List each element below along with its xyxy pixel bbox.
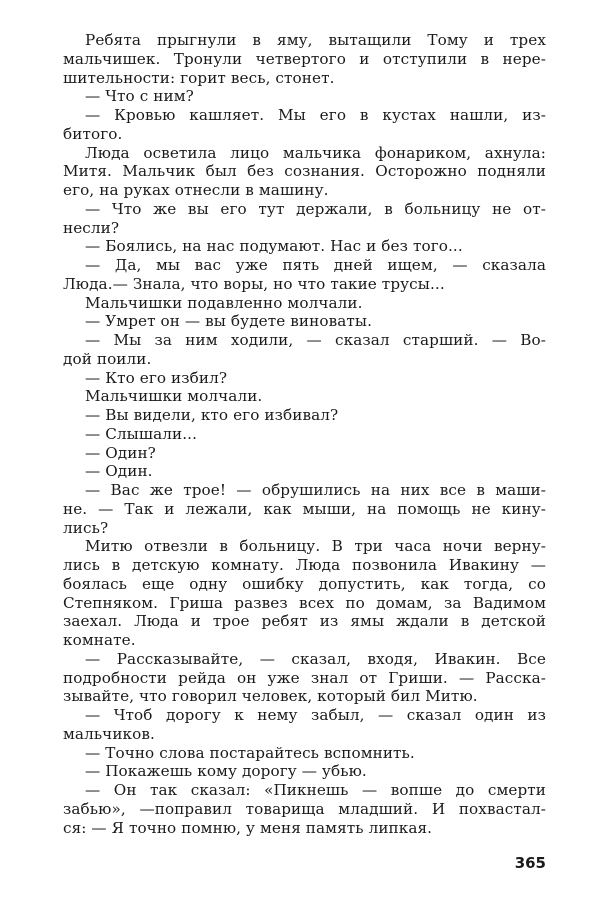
- text-line: не. — Так и лежали, как мыши, на помощь не кину-: [63, 499, 546, 518]
- text-line: — Кровью кашляет. Мы его в кустах нашли, из-: [85, 106, 546, 124]
- text-line: Мальчишки молчали.: [85, 387, 263, 406]
- text-line: — Один?: [85, 443, 156, 462]
- text-line: лись в детскую комнату. Люда позвонила Ивакину —: [63, 556, 546, 574]
- paragraph: [63, 294, 546, 313]
- paragraph: [63, 144, 546, 200]
- text-line: Митя. Мальчик был без сознания. Осторожно подняли: [63, 162, 546, 181]
- paragraph: [63, 781, 546, 837]
- text-line: мальчишек. Тронули четвертого и отступили в нере-: [63, 49, 546, 68]
- book-page-text: [63, 31, 546, 837]
- paragraph: [63, 106, 546, 144]
- page-number: 365: [514, 854, 546, 872]
- text-line: ся: — Я точно помню, у меня память липкая.: [63, 818, 433, 837]
- paragraph: [63, 331, 546, 369]
- text-line: — Что с ним?: [85, 87, 194, 106]
- text-line: забью», —поправил товарища младший. И похвастал-: [63, 799, 546, 818]
- paragraph: [63, 462, 546, 481]
- text-line: — Один.: [85, 462, 153, 481]
- text-line: — Покажешь кому дорогу — убью.: [85, 762, 367, 781]
- paragraph: [63, 481, 546, 537]
- text-line: подробности рейда он уже знал от Гриши. — Расска-: [63, 668, 546, 687]
- paragraph: [63, 200, 546, 238]
- paragraph: [63, 744, 546, 763]
- paragraph: [63, 406, 546, 425]
- paragraph: [63, 650, 546, 706]
- text-line: — Чтоб дорогу к нему забыл, — сказал один из: [85, 706, 546, 724]
- text-line: — Рассказывайте, — сказал, входя, Ивакин. Все: [85, 649, 546, 668]
- text-line: Мальчишки подавленно молчали.: [85, 293, 363, 312]
- text-line: Люда осветила лицо мальчика фонариком, ахнула:: [85, 143, 546, 162]
- text-line: — Точно слова постарайтесь вспомнить.: [85, 743, 415, 762]
- text-line: — Вы видели, кто его избивал?: [85, 406, 339, 424]
- text-line: мальчиков.: [63, 724, 155, 743]
- text-line: Люда.— Знала, что воры, но что такие трусы...: [63, 274, 445, 293]
- text-line: Степняком. Гриша развез всех по домам, за Вадимом: [63, 593, 546, 612]
- text-line: — Что же вы его тут держали, в больницу не от-: [85, 199, 546, 218]
- text-line: его, на руках отнесли в машину.: [63, 181, 329, 199]
- text-line: боялась еще одну ошибку допустить, как тогда, со: [63, 574, 546, 593]
- text-line: — Кто его избил?: [85, 368, 228, 387]
- text-line: дой поили.: [63, 349, 152, 368]
- text-line: заехал. Люда и трое ребят из ямы ждали в детской: [63, 612, 546, 631]
- text-line: лись?: [63, 518, 109, 537]
- paragraph: [63, 537, 546, 650]
- paragraph: [63, 425, 546, 444]
- text-line: — Боялись, на нас подумают. Нас и без того...: [85, 237, 463, 256]
- paragraph: [63, 237, 546, 256]
- paragraph: [63, 87, 546, 106]
- text-line: комнате.: [63, 631, 136, 649]
- text-line: — Мы за ним ходили, — сказал старший. — Во-: [85, 331, 546, 349]
- text-line: зывайте, что говорил человек, который бил Митю.: [63, 687, 478, 706]
- text-line: — Вас же трое! — обрушились на них все в маши-: [85, 481, 546, 499]
- paragraph: [63, 31, 546, 87]
- text-line: Митю отвезли в больницу. В три часа ночи верну-: [85, 537, 546, 556]
- paragraph: [63, 387, 546, 406]
- text-line: — Он так сказал: «Пикнешь — вопше до смерти: [85, 781, 546, 799]
- text-line: шительности: горит весь, стонет.: [63, 68, 335, 87]
- text-line: Ребята прыгнули в яму, вытащили Тому и трех: [85, 31, 546, 49]
- text-line: — Слышали...: [85, 424, 197, 443]
- text-line: битого.: [63, 124, 123, 143]
- text-line: — Да, мы вас уже пять дней ищем, — сказала: [85, 256, 546, 274]
- paragraph: [63, 312, 546, 331]
- paragraph: [63, 762, 546, 781]
- paragraph: [63, 706, 546, 744]
- paragraph: [63, 256, 546, 294]
- text-line: — Умрет он — вы будете виноваты.: [85, 312, 373, 331]
- paragraph: [63, 444, 546, 463]
- paragraph: [63, 369, 546, 388]
- text-line: несли?: [63, 218, 120, 237]
